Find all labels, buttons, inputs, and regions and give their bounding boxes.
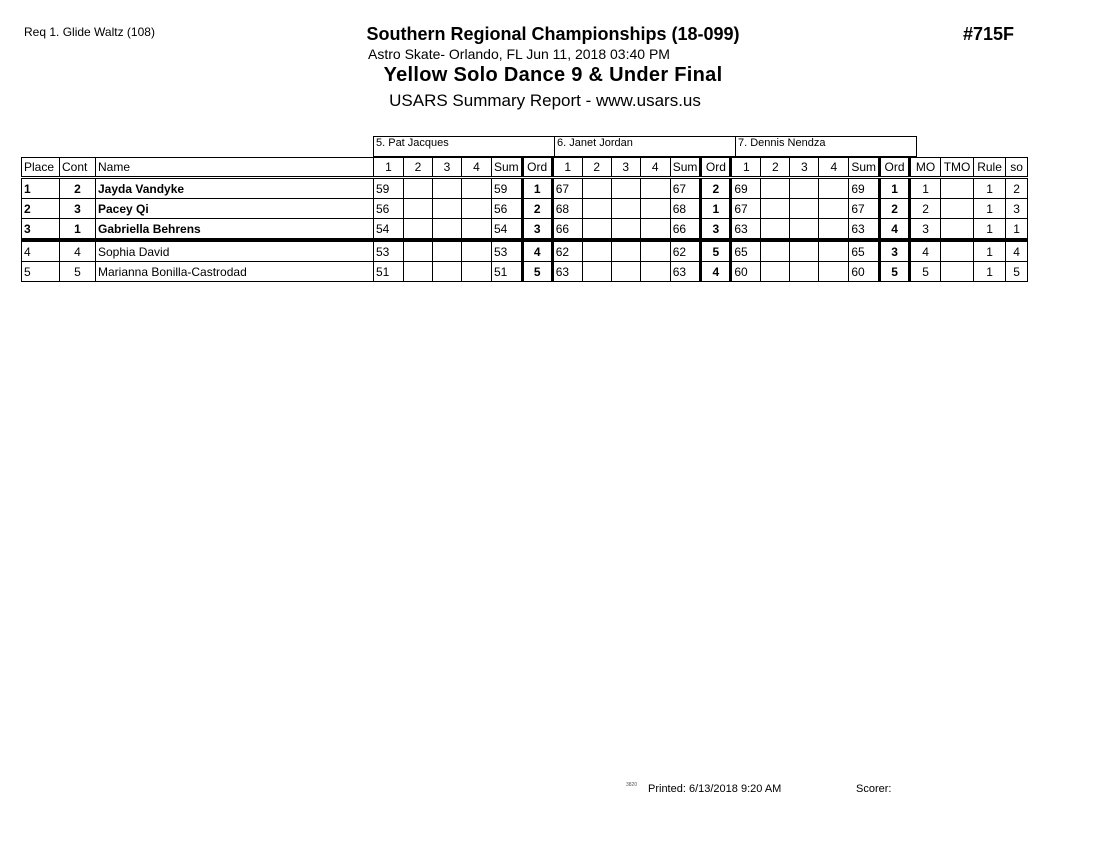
score-3	[433, 178, 462, 199]
column-header-j3: 3	[611, 158, 640, 178]
column-header-ord: Ord	[880, 158, 910, 178]
so-cell: 4	[1006, 240, 1028, 262]
so-cell: 5	[1006, 262, 1028, 282]
score-1: 63	[731, 219, 761, 241]
score-3	[790, 219, 819, 241]
score-3	[433, 240, 462, 262]
place-cell: 1	[22, 178, 60, 199]
ordinal: 4	[522, 240, 552, 262]
column-header-ord: Ord	[522, 158, 552, 178]
mo-cell: 3	[910, 219, 941, 241]
score-sum: 54	[492, 219, 523, 241]
score-1: 63	[552, 262, 582, 282]
score-3	[611, 178, 640, 199]
ordinal: 5	[880, 262, 910, 282]
score-sum: 60	[849, 262, 880, 282]
score-4	[462, 262, 492, 282]
place-cell: 5	[22, 262, 60, 282]
mo-cell: 1	[910, 178, 941, 199]
score-2	[404, 199, 433, 219]
place-cell: 3	[22, 219, 60, 241]
event-title: Yellow Solo Dance 9 & Under Final	[383, 64, 723, 86]
skater-name: Gabriella Behrens	[96, 219, 374, 241]
score-2	[761, 240, 790, 262]
cont-cell: 2	[60, 178, 96, 199]
score-2	[404, 240, 433, 262]
mo-cell: 5	[910, 262, 941, 282]
so-cell: 1	[1006, 219, 1028, 241]
ordinal: 4	[880, 219, 910, 241]
score-2	[582, 240, 611, 262]
score-2	[404, 262, 433, 282]
score-sum: 53	[492, 240, 523, 262]
judge-name: 6. Janet Jordan	[555, 137, 736, 157]
score-3	[433, 199, 462, 219]
column-header-so: so	[1006, 158, 1028, 178]
rule-cell: 1	[974, 178, 1006, 199]
judge-name: 5. Pat Jacques	[374, 137, 555, 157]
competition-title: Southern Regional Championships (18-099)	[366, 24, 740, 44]
score-4	[640, 199, 670, 219]
score-1: 67	[731, 199, 761, 219]
rule-cell: 1	[974, 240, 1006, 262]
score-2	[582, 199, 611, 219]
score-1: 66	[552, 219, 582, 241]
score-sum: 63	[849, 219, 880, 241]
score-2	[761, 219, 790, 241]
rule-cell: 1	[974, 262, 1006, 282]
table-row	[22, 262, 1028, 282]
column-header-j2: 2	[582, 158, 611, 178]
table-row	[22, 219, 1028, 241]
score-4	[819, 240, 849, 262]
score-4	[462, 178, 492, 199]
score-3	[790, 262, 819, 282]
score-4	[640, 178, 670, 199]
score-4	[462, 240, 492, 262]
column-header-j2: 2	[761, 158, 790, 178]
score-sum: 67	[849, 199, 880, 219]
cont-cell: 3	[60, 199, 96, 219]
score-2	[404, 219, 433, 241]
mo-cell: 4	[910, 240, 941, 262]
score-2	[761, 199, 790, 219]
column-header-ord: Ord	[701, 158, 731, 178]
place-cell: 4	[22, 240, 60, 262]
ordinal: 3	[701, 219, 731, 241]
score-1: 60	[731, 262, 761, 282]
scorer-label: Scorer:	[856, 783, 892, 795]
ordinal: 2	[522, 199, 552, 219]
score-1: 51	[374, 262, 404, 282]
score-sum: 62	[670, 240, 701, 262]
report-title: USARS Summary Report - www.usars.us	[389, 91, 701, 110]
column-header-j3: 3	[790, 158, 819, 178]
score-3	[611, 240, 640, 262]
score-sum: 59	[492, 178, 523, 199]
score-2	[582, 219, 611, 241]
column-header-j4: 4	[819, 158, 849, 178]
column-header-sum: Sum	[670, 158, 701, 178]
score-4	[819, 199, 849, 219]
location-datetime: Astro Skate- Orlando, FL Jun 11, 2018 03:40 PM	[368, 46, 670, 62]
score-2	[582, 178, 611, 199]
score-4	[462, 219, 492, 241]
score-sum: 56	[492, 199, 523, 219]
score-3	[790, 240, 819, 262]
score-3	[433, 219, 462, 241]
cont-cell: 5	[60, 262, 96, 282]
score-3	[611, 262, 640, 282]
score-3	[790, 199, 819, 219]
column-header-place: Place	[22, 158, 60, 178]
table-row	[22, 199, 1028, 219]
column-header-j3: 3	[433, 158, 462, 178]
score-2	[404, 178, 433, 199]
tmo-cell	[941, 219, 974, 241]
column-header-j1: 1	[552, 158, 582, 178]
ordinal: 2	[880, 199, 910, 219]
column-header-name: Name	[96, 158, 374, 178]
skater-name: Jayda Vandyke	[96, 178, 374, 199]
cont-cell: 1	[60, 219, 96, 241]
column-header-sum: Sum	[492, 158, 523, 178]
rule-cell: 1	[974, 219, 1006, 241]
tmo-cell	[941, 262, 974, 282]
score-1: 65	[731, 240, 761, 262]
score-4	[640, 240, 670, 262]
tmo-cell	[941, 199, 974, 219]
score-4	[819, 219, 849, 241]
score-3	[433, 262, 462, 282]
column-header-tmo: TMO	[941, 158, 974, 178]
printed-timestamp: Printed: 6/13/2018 9:20 AM	[648, 783, 782, 795]
score-sum: 66	[670, 219, 701, 241]
skater-name: Sophia David	[96, 240, 374, 262]
score-1: 67	[552, 178, 582, 199]
ordinal: 1	[880, 178, 910, 199]
score-4	[819, 178, 849, 199]
rule-cell: 1	[974, 199, 1006, 219]
score-sum: 65	[849, 240, 880, 262]
column-header-j4: 4	[640, 158, 670, 178]
score-1: 54	[374, 219, 404, 241]
column-header-row	[22, 158, 1028, 178]
score-1: 56	[374, 199, 404, 219]
score-1: 62	[552, 240, 582, 262]
so-cell: 3	[1006, 199, 1028, 219]
score-2	[761, 262, 790, 282]
column-header-j1: 1	[731, 158, 761, 178]
table-row	[22, 240, 1028, 262]
score-sum: 51	[492, 262, 523, 282]
tmo-cell	[941, 240, 974, 262]
score-3	[611, 199, 640, 219]
column-header-cont: Cont	[60, 158, 96, 178]
requirement-label: Req 1. Glide Waltz (108)	[24, 25, 155, 39]
so-cell: 2	[1006, 178, 1028, 199]
ordinal: 3	[880, 240, 910, 262]
score-2	[761, 178, 790, 199]
column-header-mo: MO	[910, 158, 941, 178]
column-header-sum: Sum	[849, 158, 880, 178]
score-1: 59	[374, 178, 404, 199]
judge-header-table	[373, 136, 917, 157]
ordinal: 2	[701, 178, 731, 199]
score-3	[611, 219, 640, 241]
ordinal: 4	[701, 262, 731, 282]
skater-name: Marianna Bonilla-Castrodad	[96, 262, 374, 282]
cont-cell: 4	[60, 240, 96, 262]
skater-name: Pacey Qi	[96, 199, 374, 219]
ordinal: 1	[522, 178, 552, 199]
results-table	[21, 157, 1028, 282]
ordinal: 5	[522, 262, 552, 282]
score-3	[790, 178, 819, 199]
column-header-j2: 2	[404, 158, 433, 178]
score-1: 53	[374, 240, 404, 262]
score-4	[462, 199, 492, 219]
ordinal: 1	[701, 199, 731, 219]
score-4	[640, 262, 670, 282]
score-sum: 63	[670, 262, 701, 282]
ordinal: 5	[701, 240, 731, 262]
score-4	[640, 219, 670, 241]
page-id-tiny: 3820	[626, 782, 638, 788]
score-1: 69	[731, 178, 761, 199]
event-code: #715F	[963, 24, 1015, 44]
score-4	[819, 262, 849, 282]
judge-name: 7. Dennis Nendza	[736, 137, 917, 157]
table-row	[22, 178, 1028, 199]
column-header-rule: Rule	[974, 158, 1006, 178]
score-sum: 68	[670, 199, 701, 219]
column-header-j1: 1	[374, 158, 404, 178]
score-sum: 67	[670, 178, 701, 199]
tmo-cell	[941, 178, 974, 199]
score-1: 68	[552, 199, 582, 219]
mo-cell: 2	[910, 199, 941, 219]
score-sum: 69	[849, 178, 880, 199]
column-header-j4: 4	[462, 158, 492, 178]
score-2	[582, 262, 611, 282]
ordinal: 3	[522, 219, 552, 241]
place-cell: 2	[22, 199, 60, 219]
